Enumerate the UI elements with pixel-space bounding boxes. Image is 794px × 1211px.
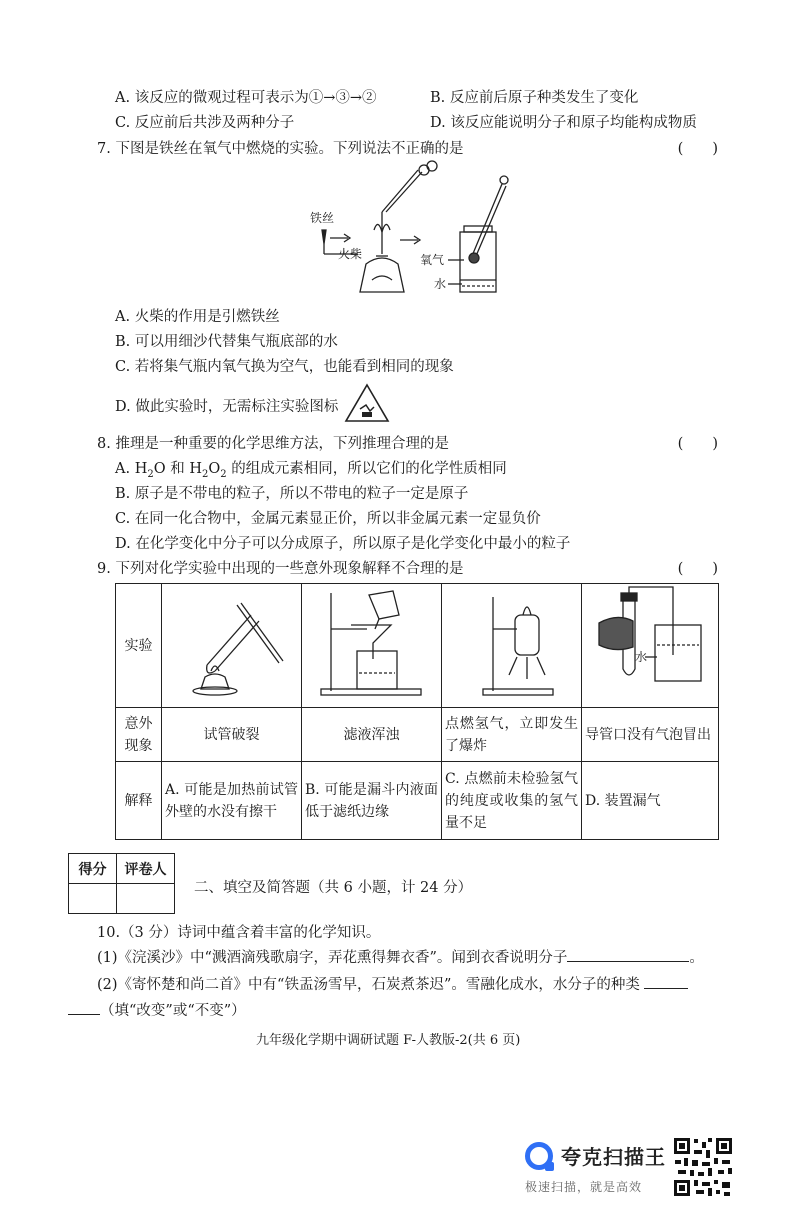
row-header-phenomenon: 意外现象 (116, 708, 162, 762)
row-header-experiment: 实验 (116, 584, 162, 708)
experiment-row (116, 584, 719, 708)
q6-option-d: D. 该反应能说明分子和原子均能构成物质 (430, 115, 697, 131)
electricity-hazard-icon (344, 383, 390, 423)
q8-option-a: A. $H_2O$ 和 $H_2O_2$ 的组成元素相同，所以它们的化学性质相同 (115, 461, 507, 480)
q9-answer-paren: ( ) (677, 561, 718, 577)
q9-stem: 9. 下列对化学实验中出现的一些意外现象解释不合理的是 (97, 561, 464, 577)
experiment-a-cell (162, 584, 302, 708)
q6-option-c: C. 反应前后共涉及两种分子 (115, 115, 295, 131)
phenomenon-row (116, 708, 719, 762)
q6-option-b: B. 反应前后原子种类发生了变化 (430, 90, 639, 106)
water-label: 水 (434, 277, 447, 291)
q7-option-d: D. 做此实验时，无需标注实验图标 (115, 399, 339, 415)
experiment-d-cell (582, 584, 719, 708)
q7-stem: 7. 下图是铁丝在氧气中燃烧的实验。下列说法不正确的是 (97, 141, 464, 157)
quark-logo-icon (525, 1142, 553, 1170)
page-footer: 九年级化学期中调研试题 F-人教版-2(共 6 页) (256, 1033, 521, 1048)
experiment-table (115, 583, 719, 840)
watermark-brand: 夸克扫描王 (561, 1145, 666, 1169)
q8-option-c: C. 在同一化合物中，金属元素显正价，所以非金属元素一定显负价 (115, 511, 541, 527)
score-label: 得分 (69, 854, 117, 884)
q7-option-b: B. 可以用细沙代替集气瓶底部的水 (115, 334, 338, 350)
oxygen-label: 氧气 (420, 253, 445, 267)
q10-sub2-blank-continued (68, 1001, 100, 1015)
hydrogen-ignition-figure (447, 585, 577, 699)
heating-test-tube-figure (167, 585, 297, 699)
q7-option-c: C. 若将集气瓶内氧气换为空气，也能看到相同的现象 (115, 359, 454, 375)
q10-sub1-blank (567, 948, 689, 962)
experiment-b-cell (302, 584, 442, 708)
explanation-c: C. 点燃前未检验氢气的纯度或收集的氢气量不足 (442, 762, 582, 840)
watermark-slogan: 极速扫描，就是高效 (525, 1180, 643, 1194)
filtration-figure (307, 585, 437, 699)
phenomenon-b: 滤液浑浊 (302, 708, 442, 762)
iron-burning-figure (300, 160, 510, 300)
scanner-watermark (519, 1134, 669, 1196)
table-water-label: 水 (635, 650, 648, 664)
experiment-c-cell (442, 584, 582, 708)
phenomenon-d: 导管口没有气泡冒出 (582, 708, 719, 762)
phenomenon-a: 试管破裂 (162, 708, 302, 762)
q8-option-d: D. 在化学变化中分子可以分成原子，所以原子是化学变化中最小的粒子 (115, 536, 571, 552)
explanation-a: A. 可能是加热前试管外壁的水没有擦干 (162, 762, 302, 840)
score-box (69, 884, 117, 914)
q10-sub2: (2)《寄怀楚和尚二首》中有“铁盂汤雪早，石炭煮茶迟”。雪融化成水，水分子的种类 (97, 973, 688, 994)
q6-option-a: A. 该反应的微观过程可表示为①→③→② (115, 90, 377, 106)
q7-answer-paren: ( ) (677, 141, 718, 157)
q7-option-a: A. 火柴的作用是引燃铁丝 (115, 309, 280, 325)
section-2-title: 二、填空及简答题（共 6 小题，计 24 分） (194, 880, 473, 896)
score-table (68, 853, 175, 914)
q10-sub2-blank (644, 975, 688, 989)
qr-code-icon (672, 1136, 734, 1198)
q10-sub1: (1)《浣溪沙》中“溅酒滴残歌扇字，弄花熏得舞衣香”。闻到衣香说明分子 。 (97, 950, 704, 966)
explanation-b: B. 可能是漏斗内液面低于滤纸边缘 (302, 762, 442, 840)
q10-sub2-continued: （填“改变”或“不变”） (68, 999, 246, 1020)
reviewer-label: 评卷人 (117, 854, 175, 884)
row-header-explanation: 解释 (116, 762, 162, 840)
phenomenon-c: 点燃氢气，立即发生了爆炸 (442, 708, 582, 762)
iron-wire-label: 铁丝 (310, 211, 335, 225)
match-label: 火柴 (338, 247, 363, 261)
q10-stem: 10.（3 分）诗词中蕴含着丰富的化学知识。 (97, 925, 381, 941)
q8-stem: 8. 推理是一种重要的化学思维方法，下列推理合理的是 (97, 436, 449, 452)
q8-option-b: B. 原子是不带电的粒子，所以不带电的粒子一定是原子 (115, 486, 469, 502)
airtightness-check-figure (585, 585, 715, 699)
q8-answer-paren: ( ) (677, 436, 718, 452)
reviewer-box (117, 884, 175, 914)
explanation-row (116, 762, 719, 840)
explanation-d: D. 装置漏气 (582, 762, 719, 840)
